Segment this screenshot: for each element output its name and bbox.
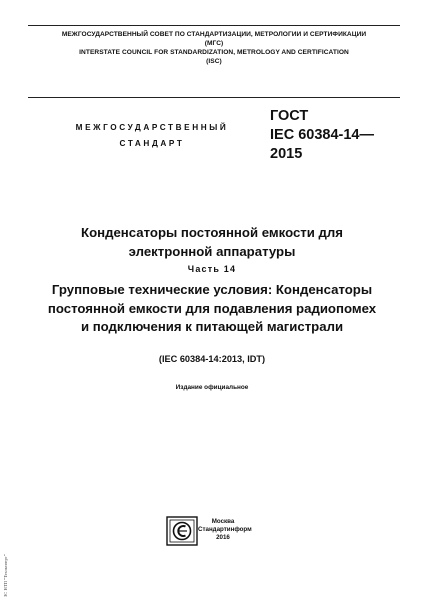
title-line1: Конденсаторы постоянной емкости для bbox=[81, 225, 343, 240]
council-name-en: INTERSTATE COUNCIL FOR STANDARDIZATION, METROLOGY AND CERTIFICATION bbox=[79, 49, 349, 56]
publisher-block bbox=[198, 518, 252, 542]
standartinform-logo-icon bbox=[166, 516, 198, 546]
gost-line2: IEC 60384-14— bbox=[270, 127, 374, 143]
publisher-city: Москва bbox=[211, 518, 235, 525]
publisher-name: Стандартинформ bbox=[198, 526, 252, 533]
title-line2: электронной аппаратуры bbox=[128, 244, 296, 259]
std-label-line1: МЕЖГОСУДАРСТВЕННЫЙ bbox=[75, 123, 229, 132]
council-name-ru: МЕЖГОСУДАРСТВЕННЫЙ СОВЕТ ПО СТАНДАРТИЗАЦИИ, МЕТРОЛОГИИ И СЕРТИФИКАЦИИ bbox=[61, 31, 367, 38]
council-abbr-ru: (МГС) bbox=[204, 40, 224, 47]
document-subtitle bbox=[20, 281, 404, 337]
side-watermark-text: ЗС НТП "Техэксперт" bbox=[3, 554, 8, 597]
subtitle-line2: постоянной емкости для подавления радиопомех bbox=[47, 300, 377, 316]
gost-line3: 2015 bbox=[270, 146, 303, 162]
side-watermark bbox=[2, 545, 10, 597]
document-title bbox=[20, 223, 404, 261]
part-label: Часть 14 bbox=[187, 264, 237, 274]
iec-reference: (IEC 60384-14:2013, IDT) bbox=[158, 354, 266, 364]
subtitle-line3: и подключения к питающей магистрали bbox=[80, 319, 344, 334]
header-top-rule bbox=[28, 25, 400, 26]
header-bottom-rule bbox=[28, 97, 400, 98]
council-abbr-en: (ISC) bbox=[206, 58, 222, 65]
std-label-line2: СТАНДАРТ bbox=[119, 139, 185, 148]
subtitle-line1: Групповые технические условия: Конденсаторы bbox=[51, 282, 373, 297]
publisher-year: 2016 bbox=[216, 534, 230, 541]
council-header bbox=[28, 30, 400, 66]
gost-line1: ГОСТ bbox=[270, 108, 309, 124]
interstate-standard-label bbox=[62, 120, 242, 152]
edition-note: Издание официальное bbox=[175, 384, 249, 391]
gost-designation bbox=[270, 107, 410, 164]
